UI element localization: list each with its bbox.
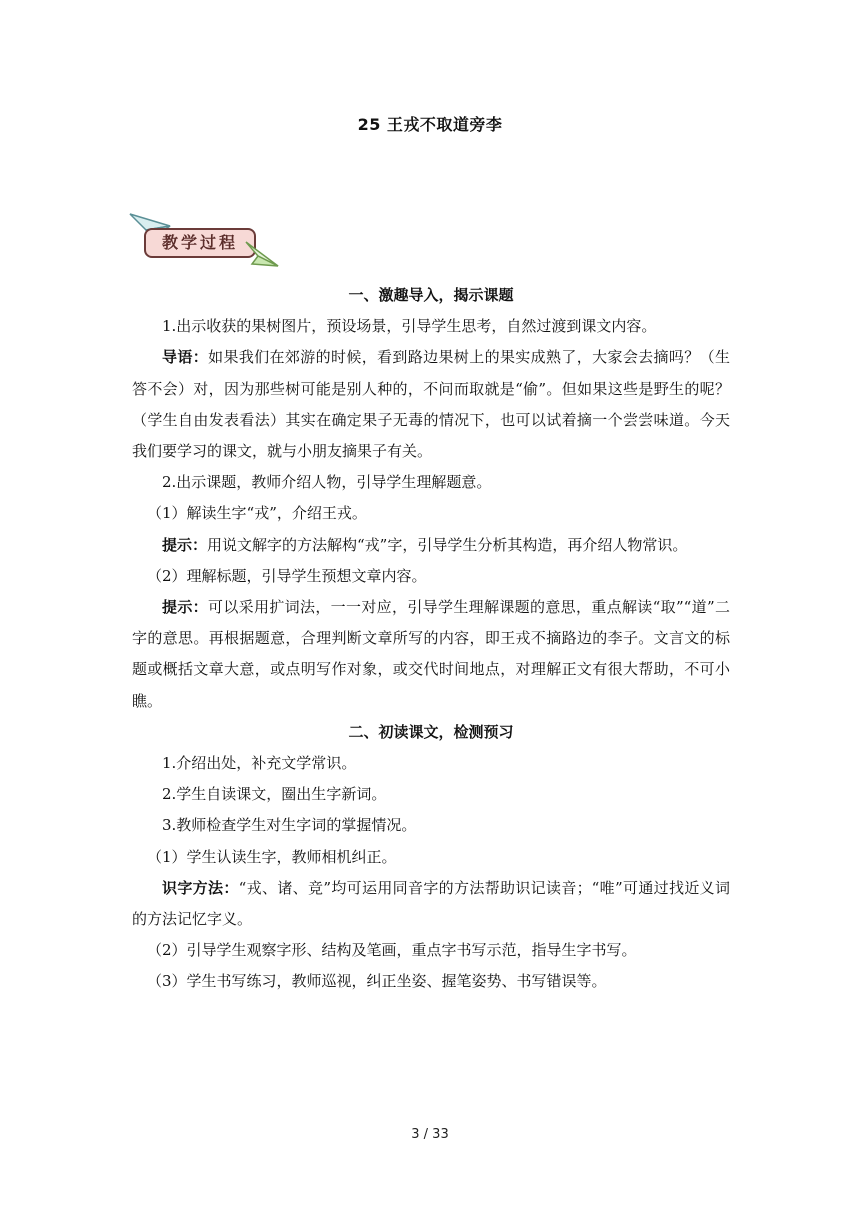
tip-text: 可以采用扩词法，一一对应，引导学生理解课题的意思，重点解读“取”“道”二字的意思。再根据题意，合理判断文章所写的内容，即王戎不摘路边的李子。文言文的标题或概括文章大意，或点明写作对象，或交代时间地点，对理解正文有很大帮助，不可小瞧。 xyxy=(132,598,730,710)
label-lead: 导语： xyxy=(162,348,209,367)
paragraph: （1）学生认读生字，教师相机纠正。 xyxy=(147,847,397,866)
paragraph: （3）学生书写练习，教师巡视，纠正坐姿、握笔姿势、书写错误等。 xyxy=(147,972,607,991)
tip-text: 用说文解字的方法解构“戎”字，引导学生分析其构造，再介绍人物常识。 xyxy=(207,535,688,554)
document-body xyxy=(132,280,730,998)
section-heading: 二、初读课文，检测预习 xyxy=(348,722,514,741)
teaching-process-banner xyxy=(128,208,280,270)
paragraph xyxy=(132,530,730,561)
paragraph xyxy=(132,342,730,467)
label-tip: 提示： xyxy=(162,598,208,617)
banner-label: 教学过程 xyxy=(161,233,238,252)
lead-text: 如果我们在郊游的时候，看到路边果树上的果实成熟了，大家会去摘吗？（生答不会）对，因为那些树可能是别人种的，不问而取就是“偷”。但如果这些是野生的呢？（学生自由发表看法）其实在确定果子无毒的情况下，也可以试着摘一个尝尝味道。今天我们要学习的课文，就与小朋友摘果子有关。 xyxy=(132,348,730,461)
paragraph xyxy=(132,873,730,935)
section-heading: 一、激趣导入，揭示课题 xyxy=(348,286,514,304)
paragraph: 2.出示课题，教师介绍人物，引导学生理解题意。 xyxy=(162,473,492,492)
method-text: “戎、诸、竞”均可运用同音字的方法帮助识记读音；“唯”可通过找近义词的方法记忆字义。 xyxy=(132,878,730,929)
document-title: 25 王戎不取道旁李 xyxy=(357,115,503,134)
paragraph: （2）理解标题，引导学生预想文章内容。 xyxy=(147,566,427,585)
paragraph: （2）引导学生观察字形、结构及笔画，重点字书写示范，指导生字书写。 xyxy=(147,941,637,960)
paragraph: 3.教师检查学生对生字词的掌握情况。 xyxy=(162,816,417,835)
paragraph xyxy=(132,592,730,717)
paragraph: 1.出示收获的果树图片，预设场景，引导学生思考，自然过渡到课文内容。 xyxy=(162,317,657,336)
paragraph: 1.介绍出处，补充文学常识。 xyxy=(162,754,357,773)
label-method: 识字方法： xyxy=(162,878,239,897)
paragraph: 2.学生自读课文，圈出生字新词。 xyxy=(162,785,387,804)
label-tip: 提示： xyxy=(162,535,208,554)
paper-plane-icon xyxy=(244,238,280,270)
paragraph: （1）解读生字“戎”，介绍王戎。 xyxy=(147,504,367,523)
page-number: 3 / 33 xyxy=(411,1127,449,1142)
